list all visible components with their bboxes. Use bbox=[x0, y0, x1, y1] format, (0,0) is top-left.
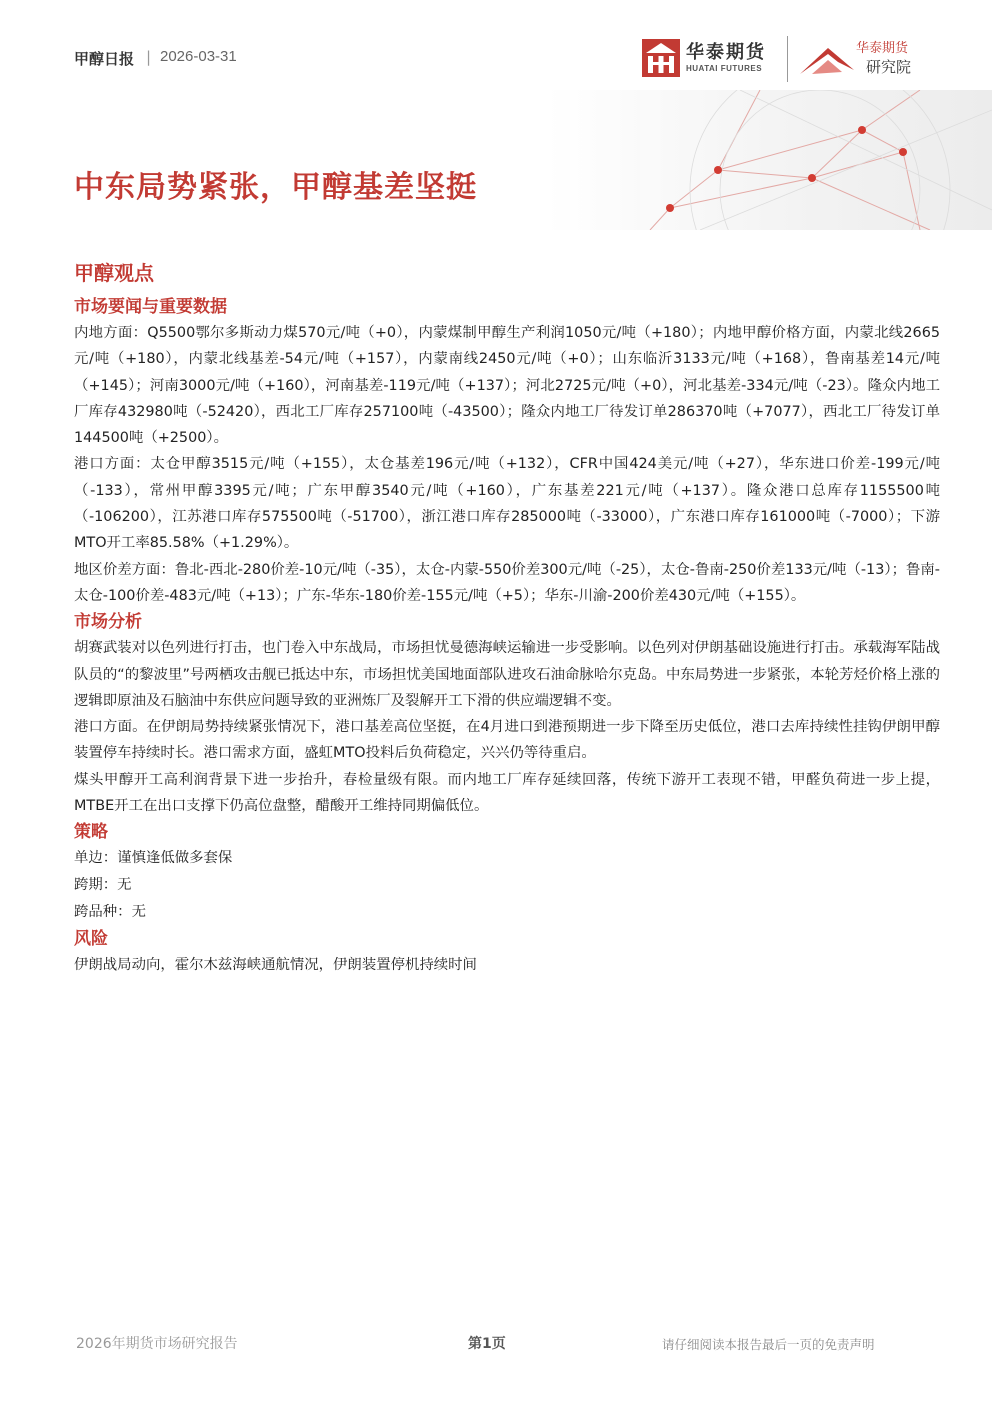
analysis-heading: 市场分析 bbox=[74, 612, 142, 633]
institute-suffix: 研究院 bbox=[866, 58, 912, 76]
page-number: 第1页 bbox=[468, 1336, 506, 1352]
page-footer bbox=[0, 1330, 992, 1360]
institute-logo-icon bbox=[798, 40, 856, 78]
analysis-paragraph-2: 港口方面。在伊朗局势持续紧张情况下，港口基差高位坚挺，在4月进口到港预期进一步下降至历史低位，港口去库持续性挂钩伊朗甲醇装置停车持续时长。港口需求方面，盛虹MTO投料后负荷稳定，兴兴仍等待重启。 bbox=[74, 719, 940, 762]
report-header bbox=[0, 0, 992, 90]
regional-spread-paragraph: 地区价差方面：鲁北-西北-280价差-10元/吨（-35），太仓-内蒙-550价差300元/吨（-25），太仓-鲁南-250价差133元/吨（-13）；鲁南-太仓-100价差-483元/吨（+13）；广东-华东-180价差-155元/吨（+5）；华东-川渝-200价差430元/吨（+155）。 bbox=[74, 561, 940, 604]
disclaimer-note: 请仔细阅读本报告最后一页的免责声明 bbox=[662, 1337, 875, 1352]
huatai-logo-icon bbox=[642, 39, 680, 77]
logo-name-cn: 华泰期货 bbox=[686, 42, 766, 63]
logo-name-en: HUATAI FUTURES bbox=[686, 64, 763, 73]
strategy-calendar-spread: 跨期：无 bbox=[74, 877, 132, 894]
analysis-paragraph-1: 胡赛武装对以色列进行打击，也门卷入中东战局，市场担忧曼德海峡运输进一步受影响。以色列对伊朗基础设施进行打击。承载海军陆战队员的“的黎波里”号两栖攻击舰已抵达中东，市场担忧美国地面部队进攻石油命脉哈尔克岛。中东局势进一步紧张，本轮芳烃价格上涨的逻辑即原油及石脑油中东供应问题导致的亚洲炼厂及裂解开工下滑的供应端逻辑不变。 bbox=[74, 640, 940, 709]
doc-type: 甲醇日报 bbox=[74, 50, 135, 68]
inland-paragraph: 内地方面：Q5500鄂尔多斯动力煤570元/吨（+0），内蒙煤制甲醇生产利润1050元/吨（+180）；内地甲醇价格方面，内蒙北线2665元/吨（+180），内蒙北线基差-54元/吨（+157），内蒙南线2450元/吨（+0）；山东临沂3133元/吨（+168），鲁南基差14元/吨（+145）；河南3000元/吨（+160），河南基差-119元/吨（+137）；河北2725元/吨（+0），河北基差-334元/吨（-23）。隆众内地工厂库存432980吨（-52420），西北工厂库存257100吨（-43500）；隆众内地工厂待发订单28637​0吨（+7077），西北工厂待发订单144500吨（+2500）。 bbox=[74, 325, 940, 447]
logo-divider bbox=[787, 36, 788, 82]
strategy-heading: 策略 bbox=[74, 822, 108, 843]
risk-text: 伊朗战局动向，霍尔木兹海峡通航情况，伊朗装置停机持续时间 bbox=[74, 957, 477, 974]
strategy-cross-commodity: 跨品种：无 bbox=[74, 904, 146, 921]
market-news-heading: 市场要闻与重要数据 bbox=[74, 297, 227, 317]
strategy-unilateral: 单边：谨慎逢低做多套保 bbox=[74, 850, 233, 867]
risk-heading: 风险 bbox=[74, 929, 108, 950]
port-paragraph: 港口方面：太仓甲醇3515元/吨（+155），太仓基差196元/吨（+132），CFR中国424美元/吨（+27），华东进口价差-199元/吨（-133），常州甲醇3395元/吨；广东甲醇3540元/吨（+160），广东基差221元/吨（+137）。隆众港口总库存1155500吨（-106200），江苏港口库存575500吨（-51700），浙江港口库存285000吨（-33000），广东港口库存161000吨（-7000）；下游MTO开工率85.58%（+1.29%）。 bbox=[74, 456, 940, 552]
analysis-paragraph-3: 煤头甲醇开工高利润背景下进一步抬升，春检量级有限。而内地工厂库存延续回落，传统下游开工表现不错，甲醛负荷进一步上提，MTBE开工在出口支撑下仍高位盘整，醋酸开工维持同期偏低位。 bbox=[74, 771, 940, 815]
institute-name: 华泰期货 bbox=[856, 41, 909, 56]
network-decoration-icon bbox=[0, 90, 992, 230]
report-body bbox=[74, 258, 940, 979]
header-separator: | bbox=[146, 48, 152, 66]
footer-report-name: 2026年期货市场研究报告 bbox=[76, 1336, 238, 1352]
report-date: 2026-03-31 bbox=[160, 48, 237, 65]
title-banner bbox=[0, 90, 992, 230]
section-heading: 甲醇观点 bbox=[74, 261, 154, 285]
report-title: 中东局势紧张，甲醇基差坚挺 bbox=[74, 170, 477, 205]
